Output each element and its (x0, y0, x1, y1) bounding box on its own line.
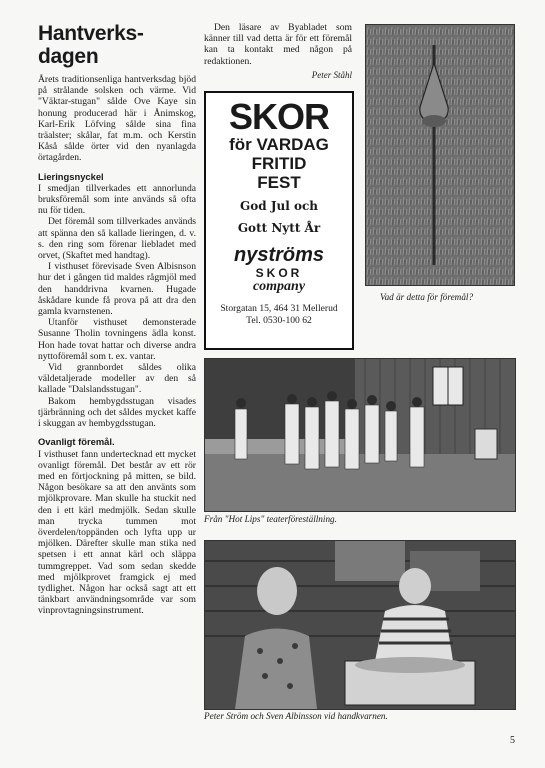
caption-theatre: Från "Hot Lips" teaterföreställning. (204, 514, 337, 524)
ad-brand-company: company (252, 279, 306, 294)
paragraph-6: Bakom hembygdsstugan visades tjärbränning och det såldes mycket kaffe i skuggan av hembygdsstugan. (38, 395, 196, 430)
paragraph-2: Det föremål som tillverkades används att spänna den så kallade lieringen, d. v. s. den ring som förenar liebladet med orvet, (Skaftet med handtag). (38, 216, 196, 262)
paragraph-3: I visthuset förevisade Sven Albisnson hur det i gången tid maldes rågmjöl med den handdrivna kvarnen. Hugade åskådare kunde få prova på att dra den gamla kvarnstenen. (38, 261, 196, 318)
ad-greeting-1: God Jul och (240, 199, 318, 213)
caption-handmill: Peter Ström och Sven Albinsson vid handkvarnen. (204, 711, 388, 721)
paragraph-4: Utanför visthuset demonsterade Susanne Tholin tovningens ädla konst. Hon hade tovat hattar och diverse andra nyttoföremål som t. ex. vantar. (38, 317, 196, 362)
ad-headline: SKOR (228, 96, 329, 137)
mystery-object-image (366, 25, 514, 285)
ad-line-1: för VARDAG (229, 135, 329, 154)
photo-theatre (204, 358, 516, 512)
ad-greeting-2: Gott Nytt År (237, 221, 321, 235)
paragraph-7: I visthuset fann undertecknad ett mycket ovanligt föremål. Det består av ett rör med en förtjockning på mitten, se bild. Någon besökare sa att den använts som mjölkprovare. Man skulle ha stuckit ned den i ett kärl medmjölk. Sedan skulle man trycka tummen mot överdelen/toppänden och lyfta upp ur mjölken. Därefter skulle man stika ned spetsen i ett annat kärl och släppa tummgreppet. Vad som sedan skedde med mjölkprovet framgick ej med tydlighet. Någon har också sagt att ett tänkbart användningsområde var som vinprovtagningsinstrument. (38, 448, 196, 617)
photo-handmill (204, 540, 516, 710)
reader-request (204, 22, 352, 81)
ad-brand-skor: SKOR (255, 266, 303, 280)
page-number: 5 (510, 735, 515, 746)
subheading-ovanligt: Ovanligt föremål. (38, 436, 115, 448)
handmill-image (205, 541, 515, 709)
intro-paragraph: Årets traditionsenliga hantverksdag bjöd på strålande solsken och värme. Vid "Väktar-stugan" sålde Ove Kaye sin honung producerad här i Ånimskog, Karl-Erik Löfving sålde sina fina träalster; skålar, fat m.m. och Kerstin Kåså sålde örter vid den nyanlagda örtagården. (38, 74, 196, 164)
ad-line-2: FRITID (251, 154, 307, 173)
caption-mystery-object: Vad är detta för föremål? (380, 292, 474, 302)
ad-line-3: FEST (257, 173, 301, 192)
signature: Peter Ståhl (311, 69, 352, 80)
paragraph-5: Vid grannbordet såldes olika väldetaljerade modeller av den så kallade "Dalslandsstugan". (38, 362, 196, 396)
reader-request-text: Den läsare av Byabladet som känner till vad detta är för ett föremål kan ta kontakt med någon på redaktionen. (204, 22, 352, 67)
article-title (38, 22, 196, 68)
ad-address: Storgatan 15, 464 31 Mellerud (220, 303, 338, 314)
photo-mystery-object (365, 24, 515, 286)
paragraph-1: I smedjan tillverkades ett annorlunda bruksföremål som inte används så ofta nu för tiden. (38, 182, 196, 217)
ad-telephone: Tel. 0530-100 62 (246, 315, 312, 326)
title-line-2: dagen (38, 45, 99, 68)
shoe-store-advertisement (204, 91, 354, 350)
main-article-column (38, 22, 196, 617)
subheading-lieringsnyckel: Lieringsnyckel (38, 170, 104, 182)
theatre-image (205, 359, 515, 511)
ad-brand-name: nyströms (233, 244, 325, 266)
title-line-1: Hantverks- (38, 22, 144, 45)
